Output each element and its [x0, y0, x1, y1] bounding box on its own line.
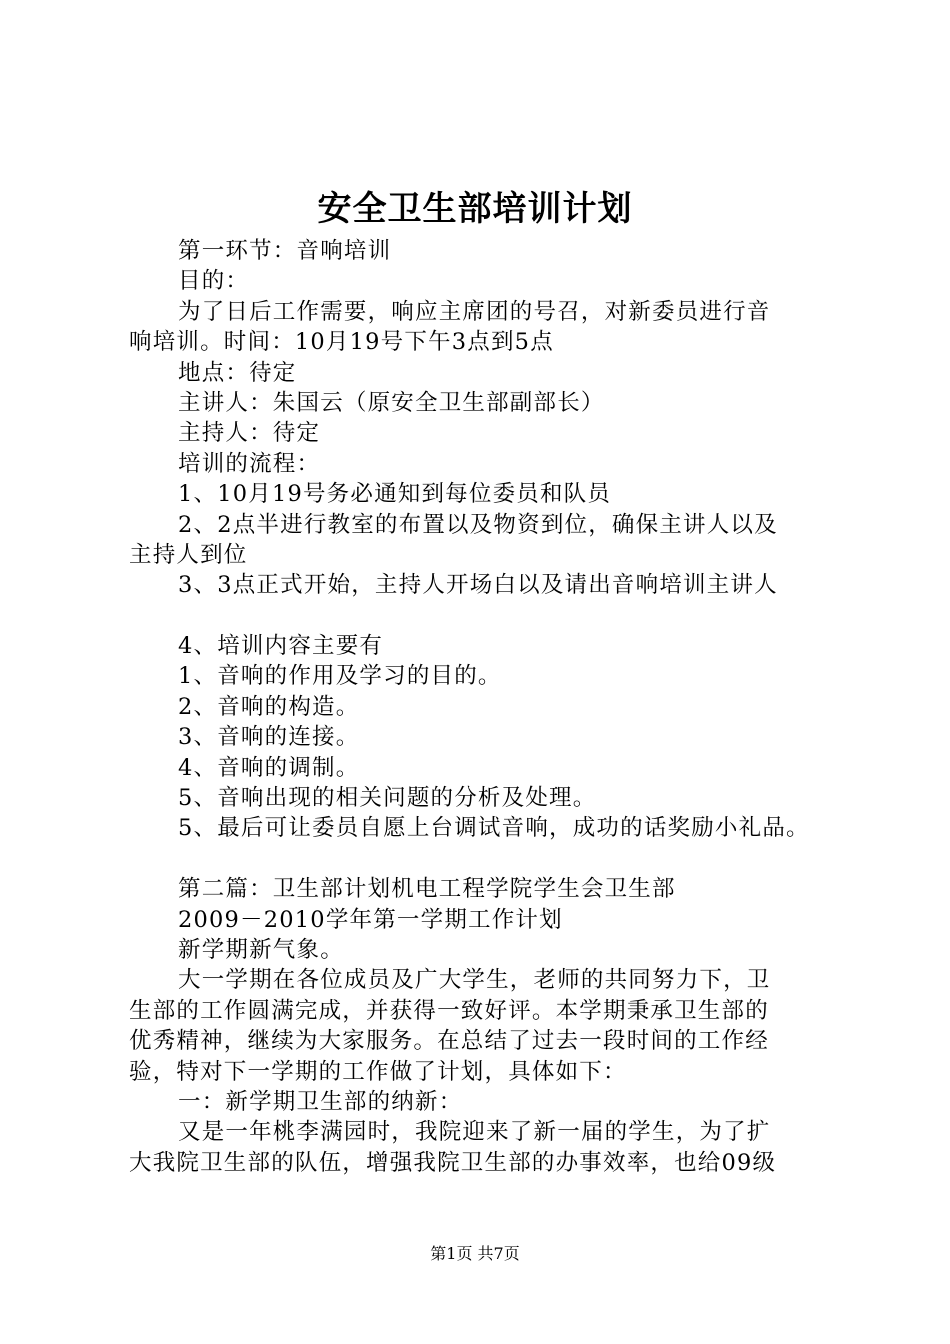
paragraph-line: 大一学期在各位成员及广大学生，老师的共同努力下，卫: [178, 967, 771, 994]
blank-line: [129, 844, 849, 874]
paragraph-line: 4、培训内容主要有: [178, 633, 384, 660]
blank-line: [129, 601, 849, 631]
paragraph-line: 大我院卫生部的队伍，增强我院卫生部的办事效率，也给09级: [129, 1149, 777, 1176]
paragraph-line: 优秀精神，继续为大家服务。在总结了过去一段时间的工作经: [129, 1028, 769, 1055]
paragraph-line: 2、音响的构造。: [178, 693, 360, 720]
paragraph-line: 响培训。时间：10月19号下午3点到5点: [129, 329, 554, 356]
paragraph-line: 验，特对下一学期的工作做了计划，具体如下：: [129, 1058, 627, 1085]
paragraph-line: 第一环节：音响培训: [178, 238, 392, 264]
paragraph-line: 目的：: [178, 268, 250, 295]
paragraph-line: 2、2点半进行教室的布置以及物资到位，确保主讲人以及: [178, 511, 778, 538]
paragraph-line: 3、3点正式开始，主持人开场白以及请出音响培训主讲人: [178, 572, 778, 599]
paragraph-line: 为了日后工作需要，响应主席团的号召，对新委员进行音: [178, 298, 771, 325]
paragraph-line: 5、音响出现的相关问题的分析及处理。: [178, 785, 597, 812]
paragraph-line: 4、音响的调制。: [178, 754, 360, 781]
paragraph-line: 新学期新气象。: [178, 936, 344, 963]
paragraph-line: 主持人：待定: [178, 420, 321, 447]
paragraph-line: 第二篇：卫生部计划机电工程学院学生会卫生部: [178, 876, 676, 903]
paragraph-line: 主持人到位: [129, 541, 248, 568]
paragraph-line: 又是一年桃李满园时，我院迎来了新一届的学生，为了扩: [178, 1119, 771, 1146]
document-body: [129, 236, 849, 1178]
paragraph-line: 生部的工作圆满完成，并获得一致好评。本学期秉承卫生部的: [129, 997, 769, 1024]
paragraph-line: 地点：待定: [178, 359, 297, 386]
paragraph-line: 主讲人：朱国云（原安全卫生部副部长）: [178, 389, 605, 416]
document-title: 安全卫生部培训计划: [317, 189, 633, 229]
paragraph-line: 5、最后可让委员自愿上台调试音响，成功的话奖励小礼品。: [178, 815, 810, 842]
page-footer: 第1页 共7页: [430, 1244, 520, 1263]
paragraph-line: 1、音响的作用及学习的目的。: [178, 663, 502, 690]
paragraph-line: 2009－2010学年第一学期工作计划: [178, 906, 563, 933]
paragraph-line: 一：新学期卫生部的纳新：: [178, 1088, 463, 1115]
paragraph-line: 3、音响的连接。: [178, 724, 360, 751]
paragraph-line: 培训的流程：: [178, 450, 321, 477]
paragraph-line: 1、10月19号务必通知到每位委员和队员: [178, 481, 612, 508]
